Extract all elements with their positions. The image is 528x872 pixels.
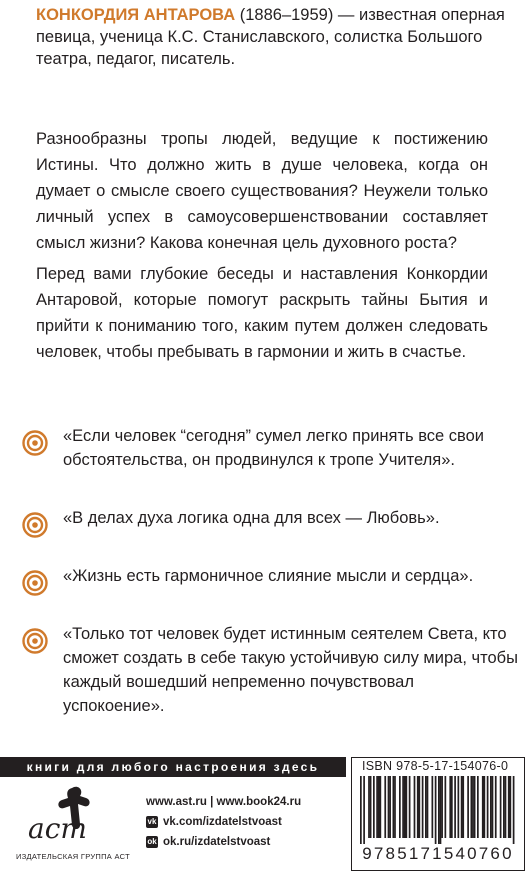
barcode-bar bbox=[393, 776, 395, 838]
barcode-bar bbox=[458, 776, 460, 838]
spiral-icon bbox=[22, 512, 48, 538]
barcode-bar bbox=[373, 776, 375, 838]
barcode-bar bbox=[406, 776, 408, 838]
barcode-bar bbox=[508, 776, 510, 838]
barcode-bar bbox=[505, 776, 507, 838]
barcode-bar bbox=[435, 776, 437, 844]
barcode-bar bbox=[394, 776, 396, 838]
barcode-bar bbox=[388, 776, 390, 838]
barcode-bar bbox=[492, 776, 494, 838]
quote-text: «Если человек “сегодня” сумел легко принять все свои обстоятельства, он продвинулся к тропе Учителя». bbox=[63, 427, 485, 469]
barcode-bar bbox=[484, 776, 486, 838]
quote-text: «В делах духа логика одна для всех — Любовь». bbox=[63, 509, 440, 527]
barcode-bar bbox=[422, 776, 424, 838]
barcode-block bbox=[351, 757, 525, 871]
barcode-bar bbox=[454, 776, 456, 838]
author-name: КОНКОРДИЯ АНТАРОВА bbox=[36, 6, 236, 24]
barcode-bar bbox=[402, 776, 404, 838]
slogan-banner: книги для любого настроения здесь bbox=[0, 757, 346, 777]
barcode-number: 9785171540760 bbox=[362, 844, 514, 863]
ok-link[interactable]: ok.ru/izdatelstvoast bbox=[163, 836, 271, 848]
barcode-bar bbox=[503, 776, 505, 838]
barcode-bar bbox=[474, 776, 476, 838]
barcode-bar bbox=[462, 776, 464, 838]
barcode bbox=[360, 776, 516, 844]
barcode-bar bbox=[414, 776, 416, 838]
barcode-bar bbox=[467, 776, 469, 838]
author-bio bbox=[36, 4, 506, 70]
barcode-bar bbox=[500, 776, 502, 838]
barcode-bar bbox=[425, 776, 427, 838]
ok-icon: ok bbox=[147, 837, 157, 846]
vk-icon: vk bbox=[147, 817, 157, 826]
barcode-bar bbox=[427, 776, 429, 838]
barcode-bar bbox=[445, 776, 447, 838]
barcode-bar bbox=[404, 776, 406, 838]
vk-link[interactable]: vk.com/izdatelstvoast bbox=[163, 816, 282, 828]
description-paragraph-2: Перед вами глубокие беседы и наставления Конкордии Антаровой, которые помогут раскрыть тайны Бытия и прийти к пониманию того, каким путем должен следовать человек, чтобы пребывать в гармонии и жить в счастье. bbox=[36, 265, 488, 361]
barcode-bar bbox=[378, 776, 380, 838]
quote-text: «Только тот человек будет истинным сеятелем Света, кто сможет создать в себе такую устойчивую силу мира, чтобы каждый вошедший непременно почувствовал успокоение». bbox=[63, 625, 518, 715]
barcode-bar bbox=[487, 776, 489, 838]
barcode-bar bbox=[409, 776, 411, 838]
barcode-bar bbox=[449, 776, 451, 838]
barcode-bar bbox=[384, 776, 386, 838]
barcode-bar bbox=[513, 776, 515, 844]
spiral-icon bbox=[22, 430, 48, 456]
barcode-bar bbox=[451, 776, 453, 838]
barcode-bar bbox=[370, 776, 372, 838]
ok-row bbox=[146, 832, 301, 852]
publisher-links bbox=[146, 792, 301, 852]
spiral-icon bbox=[22, 570, 48, 596]
barcode-bar bbox=[477, 776, 479, 838]
barcode-bar bbox=[419, 776, 421, 838]
websites-link[interactable]: www.ast.ru | www.book24.ru bbox=[146, 796, 302, 808]
barcode-bar bbox=[482, 776, 484, 838]
barcode-bar bbox=[376, 776, 378, 838]
websites-row bbox=[146, 792, 301, 812]
barcode-bar bbox=[432, 776, 434, 838]
barcode-bar bbox=[417, 776, 419, 838]
barcode-bar bbox=[490, 776, 492, 838]
barcode-bar bbox=[438, 776, 440, 844]
description-paragraph-1: Разнообразны тропы людей, ведущие к постижению Истины. Что должно жить в душе человека, когда он думает о смысле своего существования? Неужели только личный успех в самоусовершенствовании составляет смысл жизни? Какова конечная цель духовного роста? bbox=[36, 130, 488, 252]
barcode-bar bbox=[495, 776, 497, 838]
ast-logo bbox=[26, 784, 96, 844]
barcode-bar bbox=[360, 776, 362, 844]
author-bio-text: (1886–1959) — известная оперная певица, ученица К.С. Станиславского, солистка Большого театра, педагог, писатель. bbox=[36, 6, 505, 68]
barcode-bar bbox=[389, 776, 391, 838]
barcode-bar bbox=[472, 776, 474, 838]
spiral-icon bbox=[22, 628, 48, 654]
barcode-bar bbox=[368, 776, 370, 838]
barcode-bar bbox=[380, 776, 382, 838]
barcode-bar bbox=[510, 776, 512, 838]
svg-text:аст: аст bbox=[28, 812, 87, 844]
vk-row bbox=[146, 812, 301, 832]
barcode-bar bbox=[461, 776, 463, 838]
quote-text: «Жизнь есть гармоничное слияние мысли и сердца». bbox=[63, 567, 474, 585]
barcode-bar bbox=[399, 776, 401, 838]
barcode-bar bbox=[363, 776, 365, 844]
barcode-bar bbox=[441, 776, 443, 838]
barcode-bar bbox=[440, 776, 442, 844]
publisher-name: ИЗДАТЕЛЬСКАЯ ГРУППА АСТ bbox=[16, 852, 130, 861]
isbn-label: ISBN 978-5-17-154076-0 bbox=[362, 759, 509, 773]
barcode-bar bbox=[471, 776, 473, 838]
